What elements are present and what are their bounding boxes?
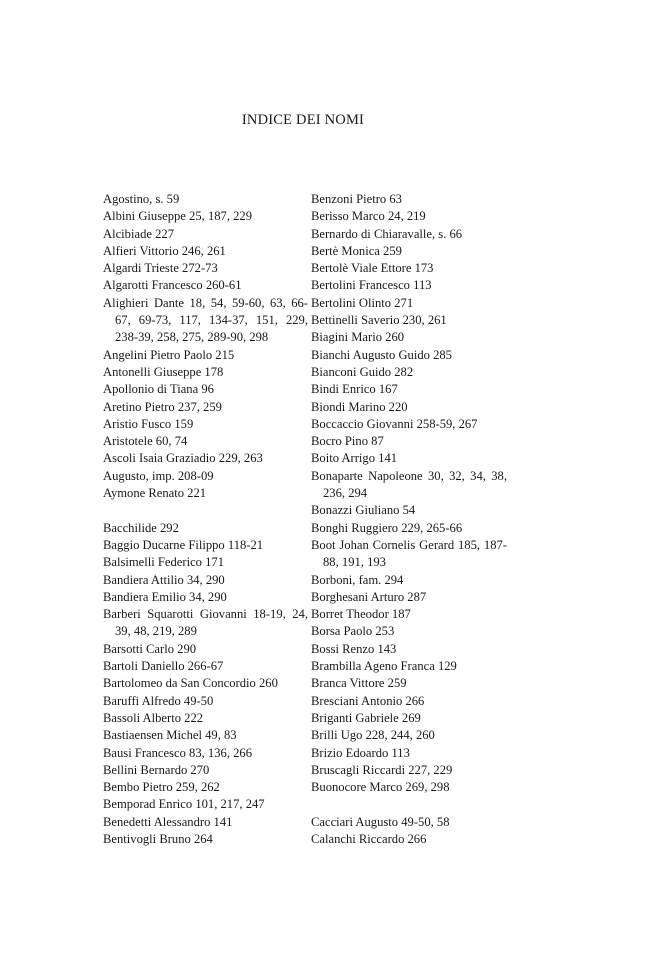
- index-entry: Albini Giuseppe 25, 187, 229: [103, 209, 253, 224]
- index-entry: Bresciani Antonio 266: [311, 693, 425, 708]
- index-entry: Alcibiade 227: [103, 226, 174, 241]
- index-entry: Bentivogli Bruno 264: [103, 831, 213, 846]
- index-entry: Bacchilide 292: [103, 520, 179, 535]
- index-entry: Bausi Francesco 83, 136, 266: [103, 745, 253, 760]
- index-entry: Algarotti Francesco 260-61: [103, 278, 242, 293]
- index-entry: Benzoni Pietro 63: [311, 192, 402, 206]
- index-entry: Ascoli Isaia Graziadio 229, 263: [103, 451, 263, 466]
- index-entry: Calanchi Riccardo 266: [311, 831, 427, 846]
- index-entry: Aretino Pietro 237, 259: [103, 399, 222, 414]
- index-entry: Bassoli Alberto 222: [103, 710, 204, 725]
- index-entry: Brilli Ugo 228, 244, 260: [311, 728, 435, 743]
- index-entry: Agostino, s. 59: [103, 192, 180, 206]
- index-entry: Bonazzi Giuliano 54: [311, 503, 416, 518]
- index-entry: Bertolè Viale Ettore 173: [311, 261, 434, 276]
- index-entry: Benedetti Alessandro 141: [103, 814, 233, 829]
- index-entry: Bruscagli Riccardi 227, 229: [311, 762, 453, 777]
- index-entry: Algardi Trieste 272-73: [103, 261, 218, 276]
- index-entry: Apollonio di Tiana 96: [103, 382, 214, 397]
- index-entry: Bonghi Ruggiero 229, 265-66: [311, 520, 463, 535]
- index-entry: Aristotele 60, 74: [103, 434, 188, 449]
- index-entry: Briganti Gabriele 269: [311, 710, 421, 725]
- index-entry: Berisso Marco 24, 219: [311, 209, 426, 224]
- index-entry: Bertè Monica 259: [311, 243, 402, 258]
- index-entry: Bonaparte Napoleone 30, 32, 34, 38, 236, 294: [311, 468, 507, 501]
- index-entry: Borsa Paolo 253: [311, 624, 395, 639]
- index-entry: Bandiera Attilio 34, 290: [103, 572, 225, 587]
- index-entry: Alighieri Dante 18, 54, 59-60, 63, 66-67, 69-73, 117, 134-37, 151, 229, 238-39, 258, 275, 289-90, 298: [103, 295, 308, 345]
- index-entry: Bocro Pino 87: [311, 434, 384, 449]
- page-title: INDICE DEI NOMI: [241, 112, 365, 128]
- index-entry: Boccaccio Giovanni 258-59, 267: [311, 416, 478, 431]
- index-entry: Bossi Renzo 143: [311, 641, 397, 656]
- index-entry: Bastiaensen Michel 49, 83: [103, 728, 237, 743]
- index-entry: Brizio Edoardo 113: [311, 745, 410, 760]
- index-entry: Bandiera Emilio 34, 290: [103, 589, 227, 604]
- index-entry: Baggio Ducarne Filippo 118-21: [103, 537, 264, 552]
- index-entry: Bembo Pietro 259, 262: [103, 780, 220, 795]
- index-entry: Bettinelli Saverio 230, 261: [311, 313, 447, 328]
- index-entry: Borboni, fam. 294: [311, 572, 404, 587]
- index-entry: Boito Arrigo 141: [311, 451, 398, 466]
- index-entry: Barsotti Carlo 290: [103, 641, 197, 656]
- index-entry: Aymone Renato 221: [103, 486, 207, 501]
- index-entry: Bindi Enrico 167: [311, 382, 398, 397]
- index-entry: Branca Vittore 259: [311, 676, 407, 691]
- index-entry: Bertolini Francesco 113: [311, 278, 432, 293]
- index-entry: Cacciari Augusto 49-50, 58: [311, 814, 450, 829]
- index-entry: Bertolini Olinto 271: [311, 295, 414, 310]
- index-entry: Brambilla Ageno Franca 129: [311, 659, 457, 674]
- index-entry: Baruffi Alfredo 49-50: [103, 693, 214, 708]
- index-entry: Bianconi Guido 282: [311, 364, 414, 379]
- index-entry: Bianchi Augusto Guido 285: [311, 347, 452, 362]
- index-entry: Bartolomeo da San Concordio 260: [103, 676, 278, 691]
- index-entry: Balsimelli Federico 171: [103, 555, 225, 570]
- index-entry: Biagini Mario 260: [311, 330, 405, 345]
- index-entry: Bemporad Enrico 101, 217, 247: [103, 797, 265, 812]
- index-entry: Barberi Squarotti Giovanni 18-19, 24, 39, 48, 219, 289: [103, 607, 308, 639]
- index-entry: Buonocore Marco 269, 298: [311, 780, 450, 795]
- index-column-right: [311, 191, 507, 848]
- index-entry: Borret Theodor 187: [311, 607, 411, 622]
- index-entry: Antonelli Giuseppe 178: [103, 364, 224, 379]
- index-entry: Boot Johan Cornelis Gerard 185, 187-88, 191, 193: [311, 537, 507, 570]
- index-column-left: [103, 191, 308, 848]
- index-entry: Bartoli Daniello 266-67: [103, 659, 224, 674]
- index-entry: Bernardo di Chiaravalle, s. 66: [311, 226, 463, 241]
- index-entry: Bellini Bernardo 270: [103, 762, 210, 777]
- index-entry: Angelini Pietro Paolo 215: [103, 347, 235, 362]
- index-entry: Alfieri Vittorio 246, 261: [103, 243, 226, 258]
- index-entry: Biondi Marino 220: [311, 399, 408, 414]
- index-entry: Borghesani Arturo 287: [311, 589, 427, 604]
- index-entry: Aristio Fusco 159: [103, 416, 194, 431]
- index-entry: Augusto, imp. 208-09: [103, 468, 214, 483]
